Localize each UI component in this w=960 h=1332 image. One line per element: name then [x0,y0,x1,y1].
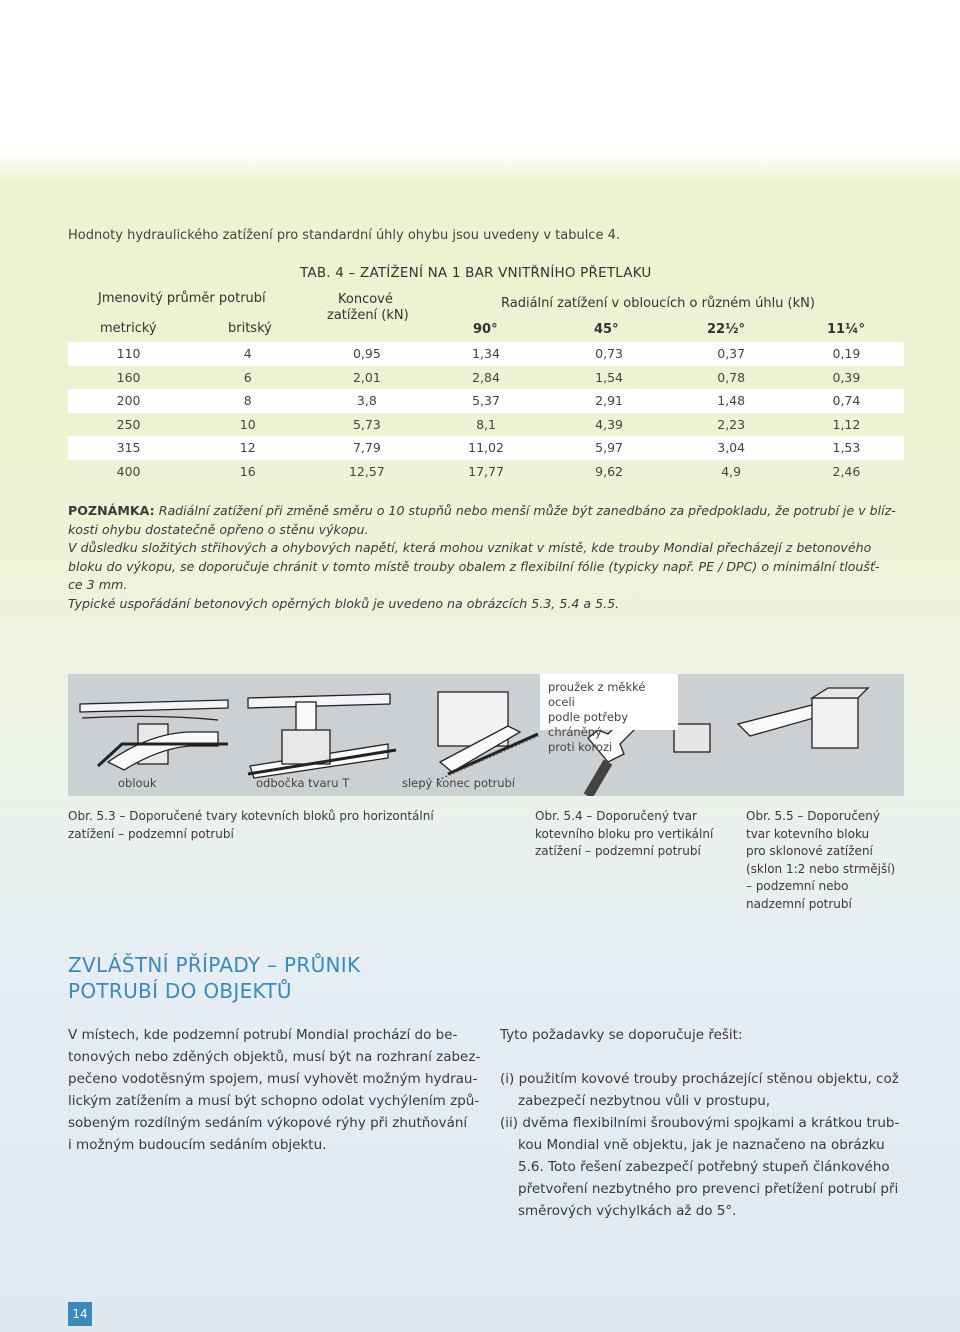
cell-british: 16 [239,463,256,479]
section-title-line: ZVLÁŠTNÍ PŘÍPADY – PRŮNIK [68,953,361,977]
cell-metric: 200 [116,393,141,409]
left-column-text [68,1024,488,1156]
label-tee: odbočka tvaru T [256,776,350,790]
note-label: POZNÁMKA: [68,503,155,518]
cell-end-load: 2,01 [352,369,381,385]
header-angle-90: 90° [473,322,498,337]
paragraph-line: V místech, kde podzemní potrubí Mondial prochází do be- [68,1027,458,1043]
caption-number: Obr. 5.5 [746,809,794,823]
cell-45: 9,62 [595,463,623,479]
caption-line: kotevního bloku pro vertikální [535,826,714,841]
cell-11: 0,74 [832,393,861,409]
label-dead-end: slepý konec potrubí [402,776,516,790]
note-p2c: ce 3 mm. [68,577,128,592]
cell-metric: 400 [116,463,141,479]
cell-british: 4 [243,346,252,362]
section-title [68,952,360,1004]
table-row [68,413,904,437]
note-block [68,502,908,613]
cell-metric: 315 [116,440,141,456]
caption-line: (sklon 1:2 nebo strmější) [746,861,896,876]
cell-22: 4,9 [721,463,742,479]
note-p1b: kosti ohybu dostatečně opřeno o stěnu výkopu. [68,521,369,537]
caption-number: Obr. 5.4 [535,809,583,823]
cell-90: 5,37 [472,393,500,409]
caption-line: – Doporučený tvar [582,809,697,823]
list-item-line: směrových výchylkách až do 5°. [518,1203,737,1219]
cell-11: 0,19 [832,346,861,362]
cell-45: 5,97 [595,440,623,456]
cell-45: 0,73 [595,346,623,362]
cell-metric: 160 [116,369,141,385]
section-title-line: POTRUBÍ DO OBJEKTŮ [68,979,292,1003]
caption-fig-5-4 [535,808,735,861]
caption-line: – Doporučený [793,809,881,823]
header-end-load-2: zatížení (kN) [327,308,409,323]
caption-line: zatížení – podzemní potrubí [535,844,701,858]
header-metric: metrický [100,321,157,336]
note-p1: Radiální zatížení při změně směru o 10 stupňů nebo menší může být zanedbáno za předpokladu, že potrubí je v blíz- [158,503,896,518]
callout-line: proti korozi [548,740,613,754]
caption-line: nadzemní potrubí [746,896,852,911]
cell-end-load: 5,73 [352,416,381,432]
cell-22: 2,23 [717,416,746,432]
label-bend: oblouk [118,776,157,790]
table-row [68,460,904,484]
cell-end-load: 0,95 [352,346,381,362]
header-radial-load: Radiální zatížení v obloucích o různém úhlu (kN) [501,296,815,311]
paragraph-line: i možným budoucím sedáním objektu. [68,1137,327,1153]
callout-steel-strip [540,674,678,754]
table-row [68,436,904,460]
table-row [68,342,904,366]
caption-number: Obr. 5.3 [68,809,116,823]
cell-british: 6 [243,369,252,385]
list-item-line: zabezpečí nezbytnou vůli v prostupu, [518,1093,771,1109]
cell-11: 1,12 [832,416,861,432]
list-item-line: přetvoření nezbytného pro prevenci přetížení potrubí při [518,1181,899,1197]
header-angle-11: 11¼° [827,322,866,337]
caption-fig-5-3 [68,808,468,843]
data-table [68,342,904,483]
table-row [68,366,904,390]
list-item-line: 5.6. Toto řešení zabezpečí potřebný stupeň článkového [518,1159,890,1175]
paragraph-line: tonových nebo zděných objektů, musí být na rozhraní zabez- [68,1049,481,1065]
caption-line: pro sklonové zatížení [746,844,873,858]
header-angle-22: 22½° [707,322,746,337]
right-column-text [500,1024,912,1222]
note-p2: V důsledku složitých střihových a ohybových napětí, která mohou vznikat v místě, kde trouby Mondial přecházejí z betonového [68,540,872,555]
callout-line: podle potřeby chráněný [548,710,629,739]
cell-end-load: 3,8 [356,393,377,409]
cell-90: 8,1 [476,416,496,432]
note-p2b: bloku do výkopu, se doporučuje chránit v tomto místě trouby obalem z flexibilní fólie (typicky např. PE / DPC) o minimální tloušť- [68,558,880,574]
caption-line: tvar kotevního bloku [746,826,870,841]
page-number: 14 [68,1302,92,1326]
list-item-line: (i) použitím kovové trouby procházející stěnou objektu, což [500,1071,899,1087]
cell-90: 17,77 [468,463,504,479]
paragraph-line: sobeným rozdílným sedáním výkopové rýhy při zhutňování [68,1115,468,1131]
cell-11: 1,53 [832,440,861,456]
cell-90: 11,02 [468,440,504,456]
paragraph-line: pečeno vodotěsným spojem, musí vyhovět možným hydrau- [68,1071,478,1087]
caption-line: – podzemní nebo [746,879,849,893]
cell-22: 0,78 [717,369,746,385]
list-item-line: kou Mondial vně objektu, jak je naznačeno na obrázku [518,1137,885,1153]
caption-line: – Doporučené tvary kotevních bloků pro horizontální [115,809,434,823]
cell-end-load: 7,79 [352,440,381,456]
cell-11: 2,46 [832,463,861,479]
header-end-load-1: Koncové [338,292,393,307]
header-british: britský [228,321,272,336]
paragraph-line: Tyto požadavky se doporučuje řešit: [500,1027,743,1043]
cell-metric: 250 [116,416,141,432]
cell-45: 1,54 [595,369,623,385]
caption-line: zatížení – podzemní potrubí [68,826,234,841]
cell-british: 12 [239,440,256,456]
cell-45: 2,91 [595,393,623,409]
callout-line: proužek z měkké oceli [548,680,646,709]
caption-fig-5-5 [746,808,916,913]
header-nominal-diameter: Jmenovitý průměr potrubí [98,291,266,306]
table-title: TAB. 4 – ZATÍŽENÍ NA 1 BAR VNITŘNÍHO PŘETLAKU [300,265,652,281]
note-p3: Typické uspořádání betonových opěrných bloků je uvedeno na obrázcích 5.3, 5.4 a 5.5. [68,595,620,611]
cell-22: 0,37 [717,346,746,362]
cell-11: 0,39 [832,369,861,385]
cell-45: 4,39 [595,416,623,432]
header-angle-45: 45° [594,322,619,337]
list-item-line: (ii) dvěma flexibilními šroubovými spojkami a krátkou trub- [500,1115,900,1131]
cell-british: 10 [239,416,256,432]
cell-22: 3,04 [717,440,746,456]
cell-metric: 110 [116,346,141,362]
cell-22: 1,48 [717,393,746,409]
cell-90: 2,84 [472,369,500,385]
paragraph-line: lickým zatížením a musí být schopno odolat vychýlením způ- [68,1093,480,1109]
cell-90: 1,34 [472,346,500,362]
table-row [68,389,904,413]
cell-british: 8 [243,393,252,409]
cell-end-load: 12,57 [348,463,385,479]
intro-text: Hodnoty hydraulického zatížení pro standardní úhly ohybu jsou uvedeny v tabulce 4. [68,228,620,243]
